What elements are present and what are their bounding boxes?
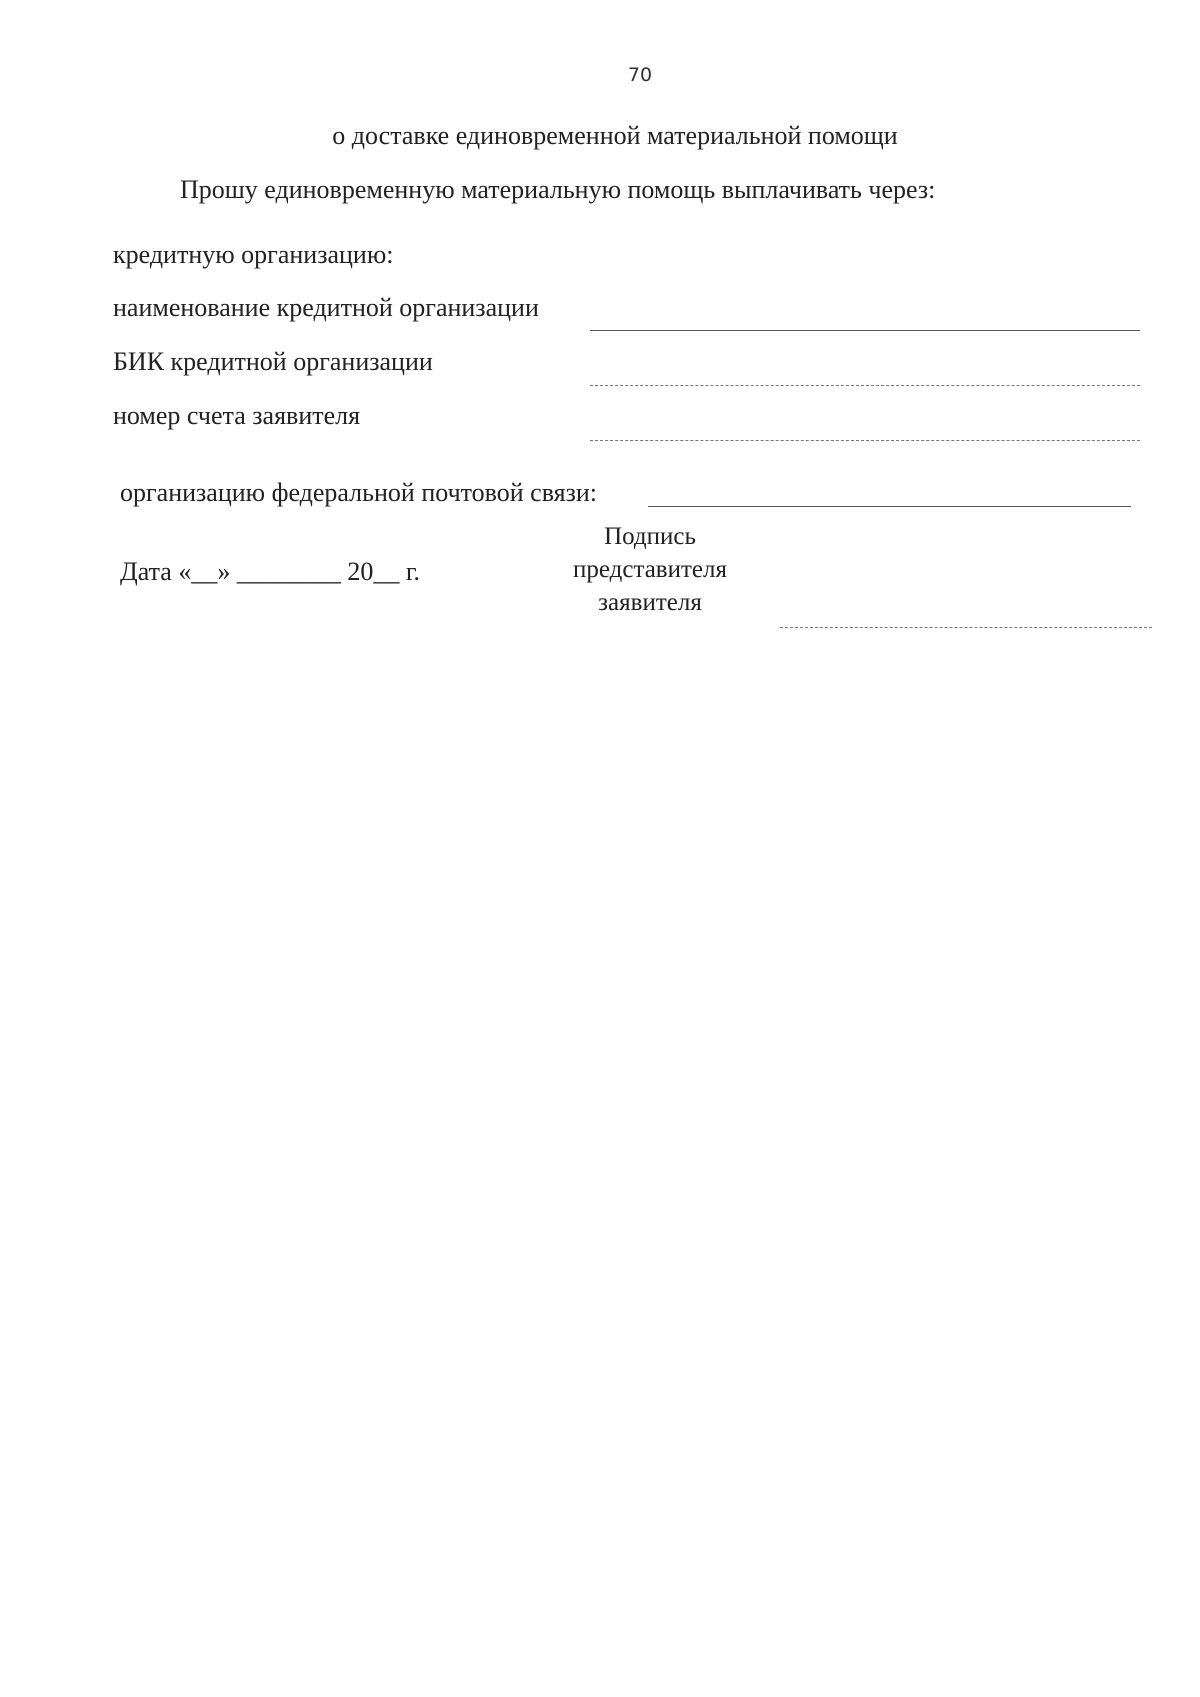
bank-name-field[interactable] — [590, 330, 1140, 331]
credit-org-heading: кредитную организацию: — [113, 240, 394, 269]
page-number: 70 — [627, 64, 653, 86]
account-number-label: номер счета заявителя — [113, 401, 361, 430]
bik-field[interactable] — [590, 385, 1140, 386]
signature-field[interactable] — [780, 627, 1152, 628]
intro-text: Прошу единовременную материальную помощь выплачивать через: — [180, 175, 936, 204]
signature-caption-line-2: представителя — [573, 556, 727, 583]
account-number-field[interactable] — [590, 440, 1140, 441]
signature-caption — [545, 520, 755, 619]
document-title: о доставке единовременной материальной помощи — [332, 121, 898, 150]
postal-org-label: организацию федеральной почтовой связи: — [120, 478, 598, 507]
signature-caption-line-1: Подпись — [604, 523, 696, 550]
postal-org-field[interactable] — [648, 506, 1131, 507]
bik-label: БИК кредитной организации — [113, 347, 433, 376]
date-line: Дата «__» ________ 20__ г. — [120, 557, 421, 586]
signature-caption-line-3: заявителя — [598, 589, 702, 616]
bank-name-label: наименование кредитной организации — [113, 293, 539, 322]
